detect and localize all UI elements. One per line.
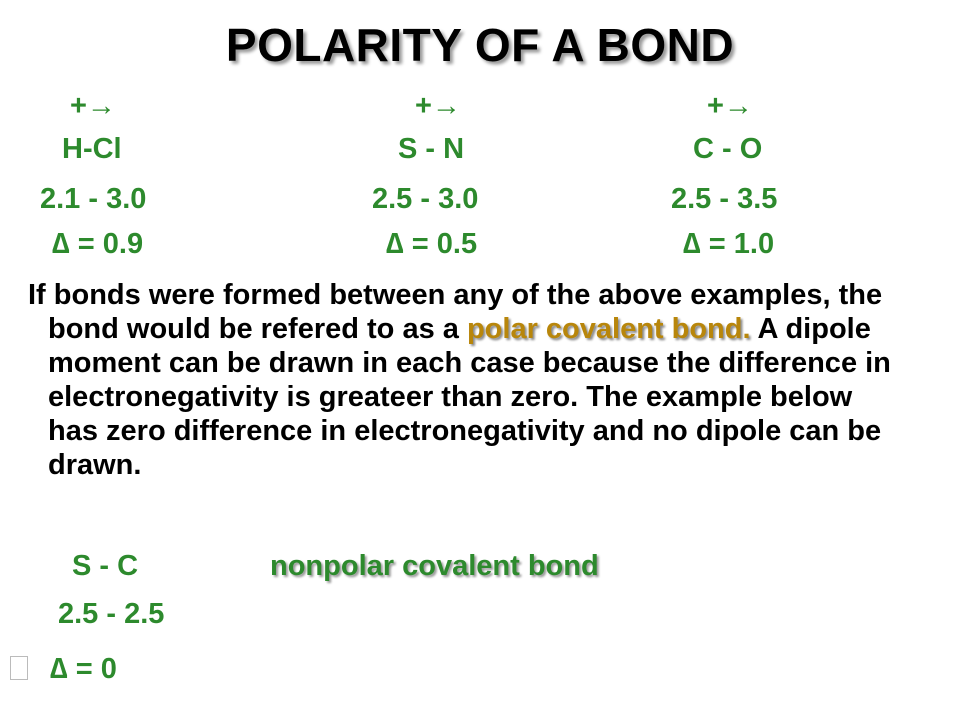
nonpolar-label: nonpolar covalent bond [270, 550, 599, 582]
en-values-3: 2.5 - 3.5 [671, 183, 778, 215]
dipole-arrow-3: +→ [707, 90, 753, 122]
delta-2: ∆ = 0.5 [386, 228, 478, 260]
dipole-arrow-1: +→ [70, 90, 116, 122]
paragraph-text-1: If bonds were formed between any of the above examples, the bond would be refered to as a [28, 279, 883, 345]
nonpolar-delta: ∆ = 0 [50, 653, 117, 685]
polar-covalent-highlight: polar covalent bond. [466, 313, 751, 345]
paragraph-text-2: A dipole moment can be drawn in each case because the difference in electronegativity is greateer than zero. The example below has zero difference in electronegativity and no dipole can be drawn. [48, 313, 891, 481]
nonpolar-bond-name: S - C [72, 550, 139, 582]
en-values-2: 2.5 - 3.0 [372, 183, 479, 215]
delta-1: ∆ = 0.9 [52, 228, 144, 260]
dipole-arrow-2: +→ [415, 90, 461, 122]
nonpolar-en-values: 2.5 - 2.5 [58, 598, 165, 630]
delta-3: ∆ = 1.0 [683, 228, 775, 260]
bond-name-2: S - N [398, 133, 465, 165]
explanation-paragraph [28, 278, 908, 482]
en-values-1: 2.1 - 3.0 [40, 183, 147, 215]
missing-glyph-box [10, 653, 28, 686]
slide-title: POLARITY OF A BOND [225, 19, 735, 71]
bond-name-1: H-Cl [62, 133, 122, 165]
bond-name-3: C - O [693, 133, 763, 165]
